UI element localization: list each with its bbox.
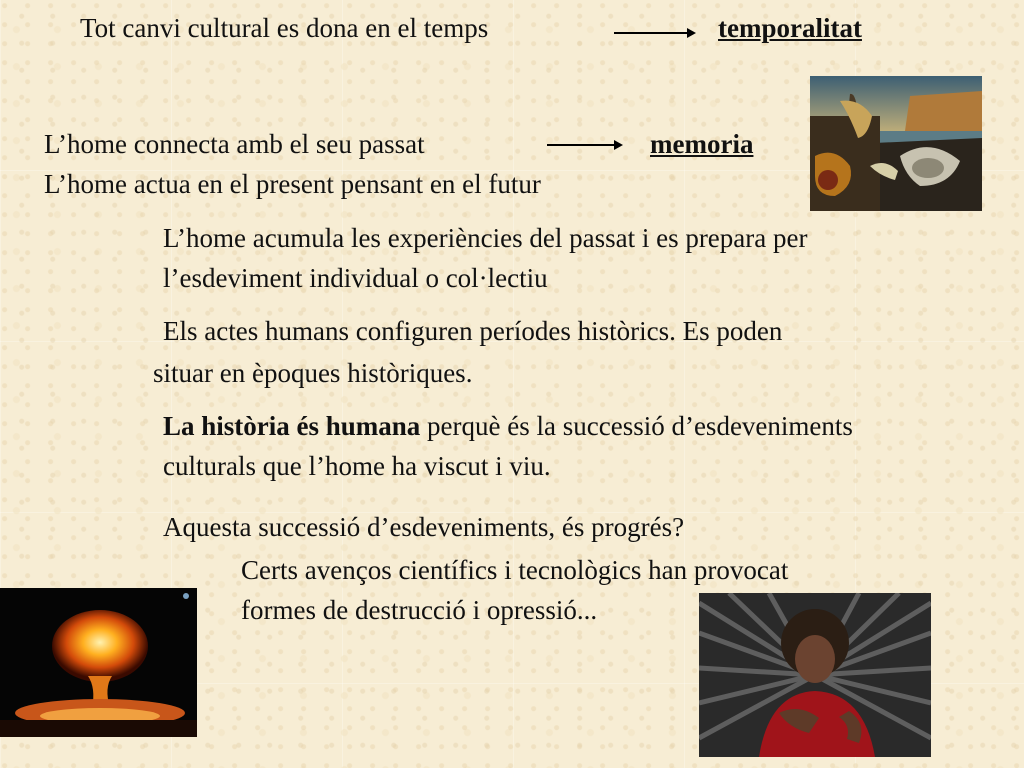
explosion-photo-image — [0, 588, 197, 737]
para-experiencies-2: l’esdeviment individual o col·lectiu — [163, 263, 548, 293]
para-periodes-1: Els actes humans configuren períodes històrics. Es poden — [163, 316, 783, 346]
answer-line-1: Certs avenços científics i tecnològics han provocat — [241, 555, 789, 585]
line-futur: L’home actua en el present pensant en el futur — [44, 169, 541, 199]
oppression-painting-image — [699, 593, 931, 757]
para-experiencies-1: L’home acumula les experiències del passat i es prepara per — [163, 223, 808, 253]
line-passat: L’home connecta amb el seu passat — [44, 129, 425, 159]
keyword-temporalitat: temporalitat — [718, 13, 862, 43]
para-periodes-2: situar en èpoques històriques. — [153, 358, 473, 388]
para-historia-1 — [163, 406, 853, 446]
para-historia-2: culturals que l’home ha viscut i viu. — [163, 451, 551, 481]
line-temps — [80, 8, 488, 48]
arrow-right-icon — [547, 144, 621, 146]
line-temps-text: Tot canvi cultural es dona en el temps — [80, 13, 489, 43]
dali-painting-image — [810, 76, 982, 211]
question-progres: Aquesta successió d’esdeveniments, és progrés? — [163, 512, 685, 542]
historia-bold: La història és humana — [163, 411, 421, 441]
historia-rest: perquè és la successió d’esdeveniments — [420, 411, 853, 441]
arrow-right-icon — [614, 32, 694, 34]
keyword-memoria: memoria — [650, 129, 754, 159]
answer-line-2: formes de destrucció i opressió... — [241, 595, 598, 625]
